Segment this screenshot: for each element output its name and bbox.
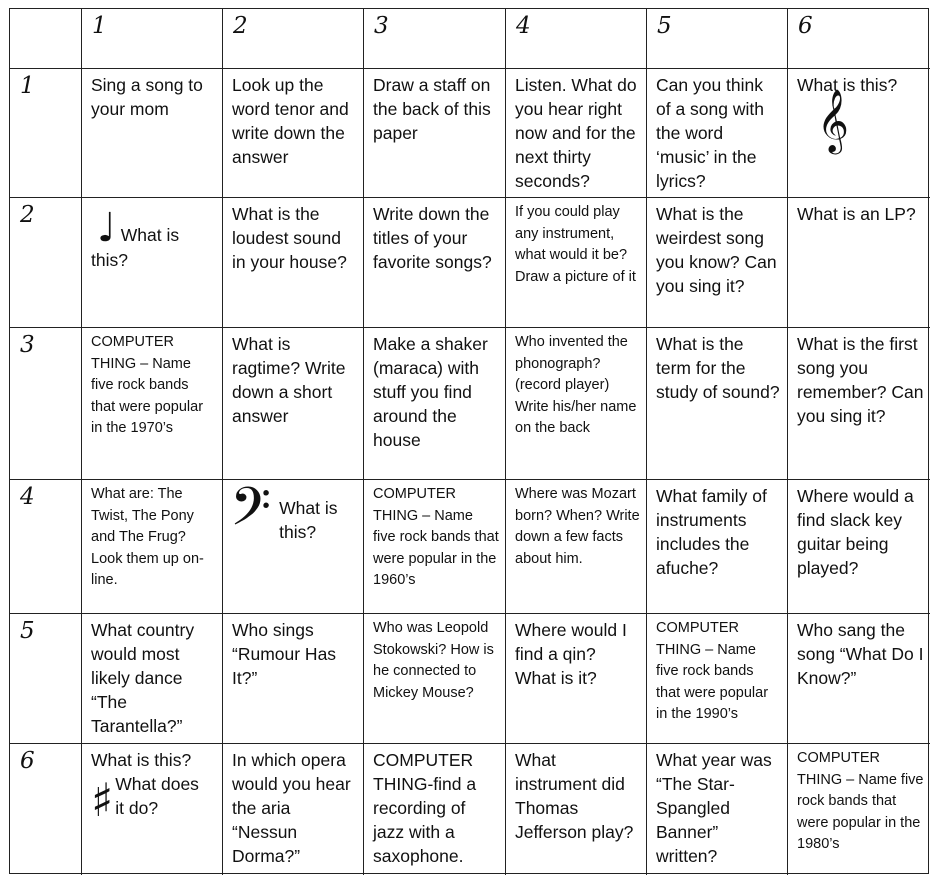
grid-cell-r4-c3: COMPUTER THING – Name five rock bands that were popular in the 1960’s — [364, 480, 506, 614]
grid-cell-r1-c6 — [788, 69, 930, 198]
corner-cell — [10, 9, 82, 69]
cell-text: What is this? — [91, 225, 180, 270]
grid-cell-r5-c6: Who sang the song “What Do I Know?” — [788, 614, 930, 744]
grid-cell-r1-c5: Can you think of a song with the word ‘music’ in the lyrics? — [647, 69, 788, 198]
sharp-icon: ♯ — [91, 773, 114, 827]
grid-cell-r3-c3: Make a shaker (maraca) with stuff you find around the house — [364, 328, 506, 480]
grid-cell-r3-c2: What is ragtime? Write down a short answer — [223, 328, 364, 480]
grid-cell-r6-c3: COMPUTER THING-find a recording of jazz with a saxophone. — [364, 744, 506, 875]
grid-cell-r4-c5: What family of instruments includes the afuche? — [647, 480, 788, 614]
grid-cell-r1-c1: Sing a song to your mom — [82, 69, 223, 198]
grid-cell-r5-c4: Where would I find a qin? What is it? — [506, 614, 647, 744]
cell-text: What is this? — [279, 498, 338, 542]
grid-cell-r6-c2: In which opera would you hear the aria “Nessun Dorma?” — [223, 744, 364, 875]
grid-cell-r4-c2 — [223, 480, 364, 614]
row-header-4: 4 — [10, 480, 82, 614]
row-header-2: 2 — [10, 198, 82, 328]
grid-cell-r2-c3: Write down the titles of your favorite songs? — [364, 198, 506, 328]
column-header-5: 5 — [647, 9, 788, 69]
bass-clef-icon: 𝄢 — [230, 480, 272, 551]
grid-cell-r6-c4: What instrument did Thomas Jefferson play? — [506, 744, 647, 875]
sharp-row — [91, 772, 216, 827]
grid-cell-r3-c1: COMPUTER THING – Name five rock bands that were popular in the 1970’s — [82, 328, 223, 480]
row-header-6: 6 — [10, 744, 82, 875]
column-header-1: 1 — [82, 9, 223, 69]
row-header-3: 3 — [10, 328, 82, 480]
grid-cell-r4-c4: Where was Mozart born? When? Write down a few facts about him. — [506, 480, 647, 614]
grid-cell-r6-c1 — [82, 744, 223, 875]
grid-cell-r1-c3: Draw a staff on the back of this paper — [364, 69, 506, 198]
column-header-2: 2 — [223, 9, 364, 69]
cell-text-tail: What does it do? — [115, 774, 199, 818]
column-header-6: 6 — [788, 9, 930, 69]
grid-cell-r2-c6: What is an LP? — [788, 198, 930, 328]
grid-cell-r3-c5: What is the term for the study of sound? — [647, 328, 788, 480]
grid-cell-r6-c5: What year was “The Star-Spangled Banner” written? — [647, 744, 788, 875]
row-header-5: 5 — [10, 614, 82, 744]
row-header-1: 1 — [10, 69, 82, 198]
grid-cell-r2-c5: What is the weirdest song you know? Can you sing it? — [647, 198, 788, 328]
grid-cell-r4-c6: Where would a find slack key guitar being played? — [788, 480, 930, 614]
grid-cell-r4-c1: What are: The Twist, The Pony and The Frug? Look them up on-line. — [82, 480, 223, 614]
grid-cell-r3-c6: What is the first song you remember? Can you sing it? — [788, 328, 930, 480]
grid-cell-r6-c6: COMPUTER THING – Name five rock bands that were popular in the 1980’s — [797, 750, 924, 852]
treble-clef-icon: 𝄞 — [817, 89, 849, 152]
grid-cell-r5-c1: What country would most likely dance “The Tarantella?” — [82, 614, 223, 744]
column-header-3: 3 — [364, 9, 506, 69]
quarter-note-icon: ♩ — [97, 205, 116, 251]
grid-cell-r2-c4: If you could play any instrument, what would it be? Draw a picture of it — [506, 198, 647, 328]
cell-text: What is this? — [797, 75, 898, 95]
grid-cell-r2-c1 — [82, 198, 223, 328]
grid-cell-r3-c4: Who invented the phonograph? (record player) Write his/her name on the back — [506, 328, 647, 480]
grid-cell-r1-c2: Look up the word tenor and write down the answer — [223, 69, 364, 198]
column-header-4: 4 — [506, 9, 647, 69]
grid-cell-r5-c5: COMPUTER THING – Name five rock bands that were popular in the 1990’s — [647, 614, 788, 744]
grid-cell-r5-c3: Who was Leopold Stokowski? How is he connected to Mickey Mouse? — [364, 614, 506, 744]
grid-cell-r2-c2: What is the loudest sound in your house? — [223, 198, 364, 328]
cell-text: What is this? — [91, 750, 192, 770]
bass-clef-row — [230, 480, 357, 551]
grid-cell-r5-c2: Who sings “Rumour Has It?” — [223, 614, 364, 744]
grid-cell-r1-c4: Listen. What do you hear right now and for the next thirty seconds? — [506, 69, 647, 198]
music-activity-grid — [9, 8, 929, 874]
